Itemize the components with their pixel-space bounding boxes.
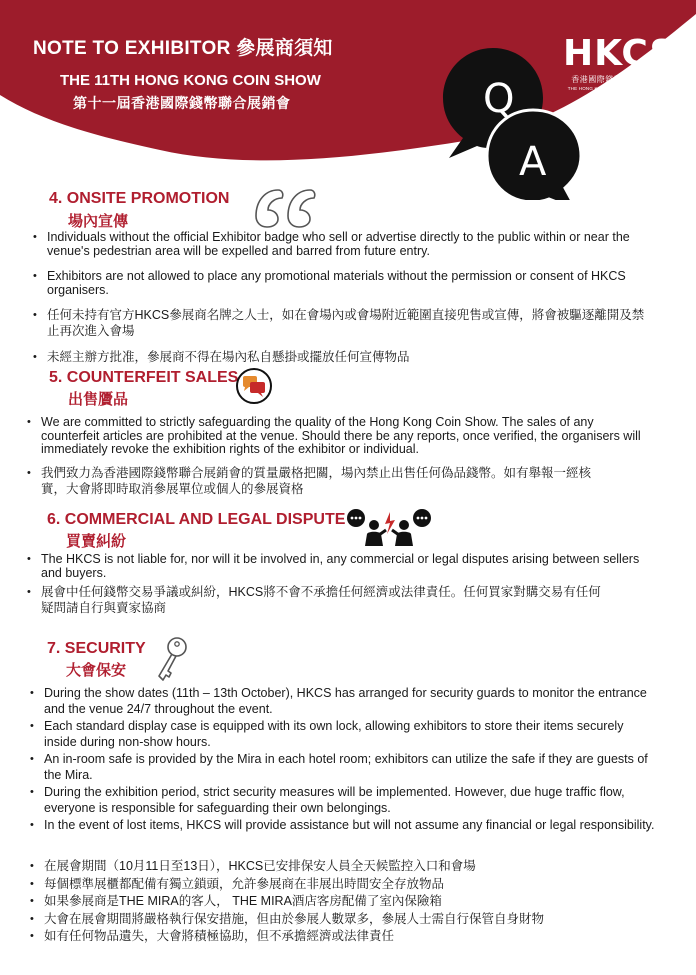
dispute-people-icon (346, 508, 432, 548)
section-5-title: 5. COUNTERFEIT SALES (49, 369, 239, 386)
event-name-en: THE 11TH HONG KONG COIN SHOW (60, 72, 321, 89)
q-letter: Q (483, 76, 515, 122)
section-7-cn-list (44, 858, 659, 946)
logo-en: THE HONG KONG COIN SHOW (HKCS) EST. 2016 (567, 86, 669, 96)
section-4-title-cn: 場內宣傳 (68, 213, 129, 230)
section-5-title-cn: 出售贗品 (68, 391, 129, 408)
list-item: • 每個標準展櫃都配備有獨立鎖頭，允許參展商在非展出時間安全存放物品 (44, 876, 659, 894)
list-item: • 如果參展商是THE MIRA的客人， THE MIRA酒店客房配備了室內保險箱 (44, 893, 659, 911)
list-item: • Each standard display case is equipped with its own lock, allowing exhibitors to store their items securely inside during non-show hours. (44, 719, 659, 750)
list-item: • Individuals without the official Exhibitor badge who sell or advertise directly to the public within or near the venue's pedestrian area will be expelled and barred from future entry. (47, 231, 647, 258)
section-6-title-cn: 買賣糾紛 (66, 533, 127, 550)
list-item: • 任何未持有官方HKCS參展商名牌之人士，如在會場內或會場附近範圍直接兜售或宣傳，將會被驅逐離開及禁止再次進入會場 (47, 307, 647, 339)
key-icon (155, 636, 189, 682)
list-item: • 展會中任何錢幣交易爭議或糾紛，HKCS將不會不承擔任何經濟或法律責任。任何買家對購交易有任何疑問請自行與賣家協商 (41, 584, 611, 616)
list-item: • An in-room safe is provided by the Mira in each hotel room; exhibitors can utilize the safe if they are guests of the Mira. (44, 752, 659, 783)
section-4-title: 4. ONSITE PROMOTION (49, 190, 230, 207)
quote-marks-icon (252, 186, 322, 228)
section-6-en-list (41, 553, 641, 580)
section-4-en-list (47, 231, 647, 297)
logo-cn: 香港國際錢幣聯合展銷會 (571, 75, 665, 84)
a-letter: A (519, 139, 547, 185)
event-name-cn: 第十一屆香港國際錢幣聯合展銷會 (73, 95, 291, 111)
list-item: • In the event of lost items, HKCS will provide assistance but will not assume any financial or legal responsibility. (44, 818, 659, 834)
section-7-title-cn: 大會保安 (66, 662, 127, 679)
page-title: NOTE TO EXHIBITOR 參展商須知 (33, 38, 333, 59)
qa-bubbles-icon (415, 40, 615, 200)
list-item: • 未經主辦方批准，參展商不得在場內私自懸掛或擺放任何宣傳物品 (47, 349, 647, 365)
list-item: • 在展會期間（10月11日至13日），HKCS已安排保安人員全天候監控入口和會場 (44, 858, 659, 876)
list-item: • The HKCS is not liable for, nor will it be involved in, any commercial or legal disputes arising between sellers and buyers. (41, 553, 641, 580)
list-item: • Exhibitors are not allowed to place any promotional materials without the permission or consent of HKCS organisers. (47, 270, 647, 297)
list-item: • 大會在展會期間將嚴格執行保安措施，但由於參展人數眾多，參展人士需自行保管自身財物 (44, 911, 659, 929)
section-6-cn-list (41, 584, 611, 616)
list-item: • We are committed to strictly safeguarding the quality of the Hong Kong Coin Show. The sales of any counterfeit articles are prohibited at the venue. Should there be any reports, once verified, the organisers will immediately revoke the exhibition rights of the exhibitor or individual. (41, 416, 641, 457)
section-5-en-list (41, 416, 641, 457)
section-5-cn-list (41, 465, 601, 497)
section-4-cn-list (47, 307, 647, 365)
section-7-title: 7. SECURITY (47, 640, 146, 657)
list-item: • During the exhibition period, strict security measures will be implemented. However, due huge traffic flow, everyone is responsible for safeguarding their own belongings. (44, 785, 659, 816)
chat-bubbles-icon (236, 368, 272, 404)
list-item: • During the show dates (11th – 13th October), HKCS has arranged for security guards to monitor the entrance and the venue 24/7 throughout the event. (44, 686, 659, 717)
section-6-title: 6. COMMERCIAL AND LEGAL DISPUTE (47, 511, 346, 528)
list-item: • 我們致力為香港國際錢幣聯合展銷會的質量嚴格把關，場內禁止出售任何偽品錢幣。如有舉報一經核實，大會將即時取消參展單位或個人的參展資格 (41, 465, 601, 497)
section-7-en-list (44, 686, 659, 834)
list-item: • 如有任何物品遺失，大會將積極協助，但不承擔經濟或法律責任 (44, 928, 659, 946)
logo-mark: HKCS (563, 33, 677, 74)
